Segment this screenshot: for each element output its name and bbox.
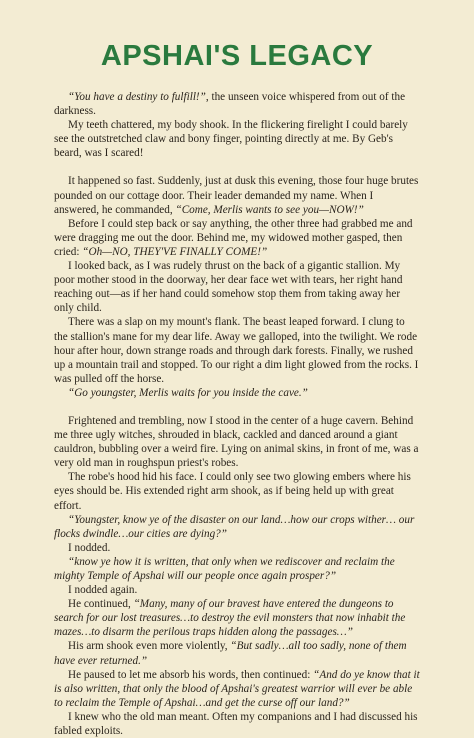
paragraph (54, 414, 420, 470)
italic-text: “know ye how it is written, that only when we rediscover and reclaim the mighty Temple of Apshai will our people once again prosper?” (54, 555, 395, 582)
paragraph (54, 639, 420, 667)
paragraph (54, 541, 420, 555)
italic-text: “Youngster, know ye of the disaster on our land…how our crops wither… our flocks dwindle…our cities are dying?” (54, 513, 415, 540)
paragraph (54, 555, 420, 583)
text-run: His arm shook even more violently, (68, 640, 231, 653)
paragraph (54, 174, 420, 216)
text-run: Frightened and trembling, now I stood in the center of a huge cavern. Behind me three ugly witches, shrouded in black, cackled and danced around a giant cauldron, bubbling over a weird fire. Lying on animal skins, in front of me, was a very old man in roughspun priest's robes. (54, 414, 419, 470)
text-run: I nodded again. (68, 584, 138, 597)
text-run: Before I could step back or say anything, the other three had grabbed me and were dragging me out the door. Behind me, my widowed mother gasped, then cried: (54, 217, 413, 258)
text-run: My teeth chattered, my body shook. In the flickering firelight I could barely see the outstretched claw and bony finger, pointing directly at me. By Geb's beard, was I scared! (54, 119, 408, 160)
paragraph (54, 710, 420, 738)
text-run: There was a slap on my mount's flank. The beast leaped forward. I clung to the stallion's mane for my dear life. Away we galloped, into the twilight. We rode hour after hour, down strange roads and through dark forests. Finally, we rushed up a mountain trail and stopped. To our right a dim light glowed from the rocks. I was pulled off the horse. (54, 316, 419, 385)
text-run: The robe's hood hid his face. I could only see two glowing embers where his eyes should be. His extended right arm shook, as if being held up with great effort. (54, 471, 411, 512)
story-text (54, 90, 420, 738)
paragraph (54, 470, 420, 512)
text-run: I looked back, as I was rudely thrust on the back of a gigantic stallion. My poor mother stood in the doorway, her dear face wet with tears, her right hand reaching out—as if her hand could somehow stop them from taking away her only child. (54, 260, 403, 315)
italic-text: “And do ye know that it is also written, that only the blood of Apshai's greatest warrior will ever be able to reclaim the Temple of Apshai…and get the curse off our land?” (54, 668, 420, 709)
text-run: He continued, (68, 598, 134, 611)
paragraph (54, 668, 420, 710)
text-run: I nodded. (68, 541, 111, 554)
text-run: He paused to let me absorb his words, then continued: (68, 668, 314, 681)
paragraph (54, 386, 420, 400)
italic-text: “Many, many of our bravest have entered the dungeons to search for our lost treasures…to destroy the evil monsters that now inhabit the mazes…to disarm the perilous traps hidden along the passages…” (54, 598, 406, 639)
paragraph (54, 315, 420, 385)
text-run: , the unseen voice whispered from out of the darkness. (54, 91, 406, 118)
paragraph (54, 90, 420, 118)
paragraph (54, 513, 420, 541)
italic-text: “You have a destiny to fulfill!” (68, 91, 206, 103)
italic-text: “But sadly…all too sadly, none of them have ever returned.” (54, 640, 407, 667)
italic-text: “Go youngster, Merlis waits for you inside the cave.” (68, 386, 308, 399)
page-title: APSHAI'S LEGACY (100, 40, 374, 72)
italic-text: “Oh—NO, THEY'VE FINALLY COME!” (82, 245, 268, 258)
paragraph (54, 259, 420, 315)
paragraph (54, 118, 420, 160)
text-run: It happened so fast. Suddenly, just at dusk this evening, those four huge brutes pounded on our cottage door. Their leader demanded my name. When I answered, he commanded, (54, 175, 419, 216)
paragraph (54, 597, 420, 639)
text-run: I knew who the old man meant. Often my companions and I had discussed his fabled exploits. (54, 710, 418, 738)
italic-text: “Come, Merlis wants to see you—NOW!” (175, 203, 364, 216)
paragraph (54, 583, 420, 597)
paragraph (54, 217, 420, 259)
